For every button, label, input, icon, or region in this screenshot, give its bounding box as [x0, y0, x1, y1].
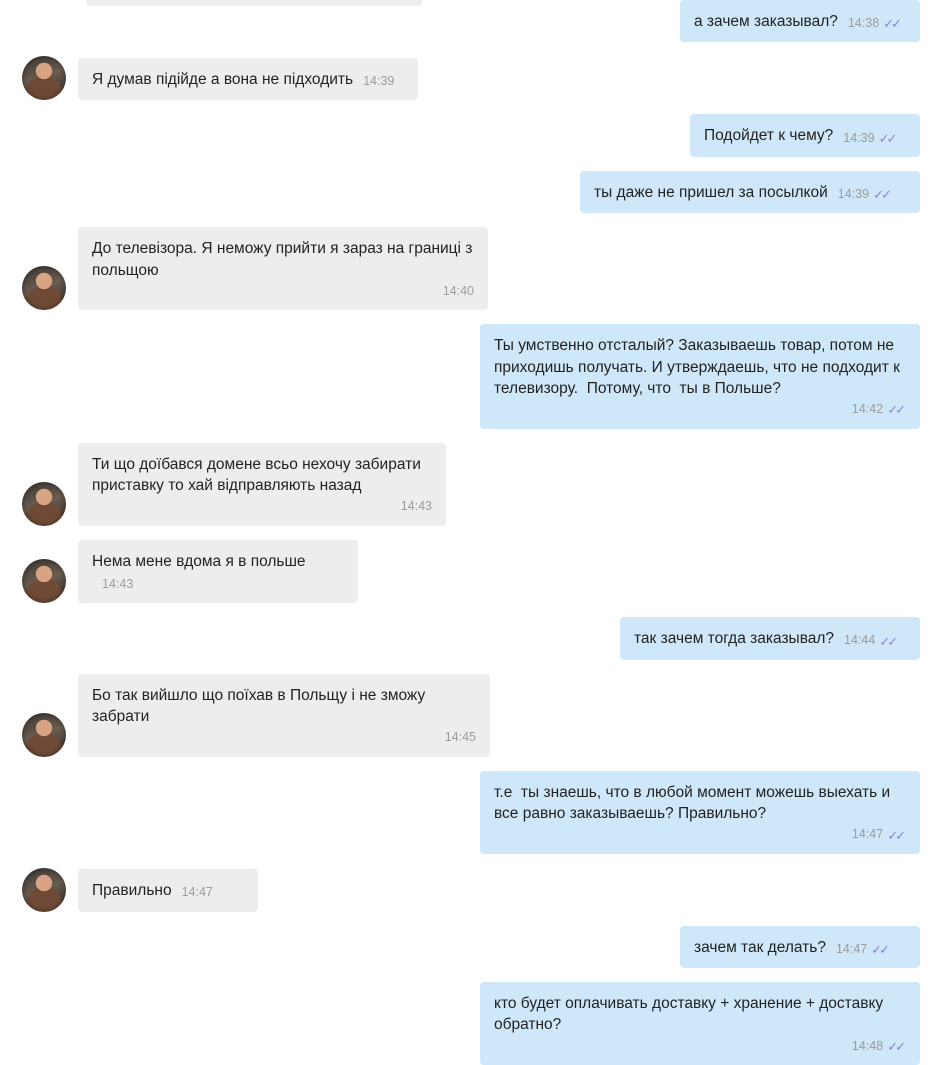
message-row	[22, 868, 920, 912]
message-meta	[843, 130, 897, 147]
message-row	[22, 0, 920, 42]
message-timestamp: 14:44	[844, 633, 876, 648]
outgoing-message-bubble[interactable]	[580, 171, 920, 213]
incoming-message-bubble[interactable]	[78, 869, 258, 911]
message-text: зачем так делать?	[694, 938, 826, 956]
message-meta	[363, 73, 394, 90]
read-receipt-icon: ✓✓	[879, 633, 896, 649]
message-timestamp: 14:48	[851, 1038, 884, 1053]
message-meta	[92, 729, 476, 746]
message-text: кто будет оплачивать доставку + хранение + доставку обратно?	[494, 995, 888, 1034]
read-receipt-icon: ✓✓	[887, 827, 903, 843]
message-text: ты даже не пришел за посылкой	[594, 183, 828, 201]
outgoing-message-bubble[interactable]	[480, 982, 920, 1065]
avatar[interactable]	[22, 868, 66, 912]
message-row	[22, 926, 920, 968]
message-text: Ти що доїбався домене всьо нехочу забирати приставку то хай відправляють назад	[92, 455, 426, 494]
message-meta	[102, 576, 133, 593]
message-row	[22, 56, 920, 100]
message-row	[22, 617, 920, 659]
message-text: а зачем заказывал?	[694, 13, 838, 30]
message-text: Правильно	[92, 882, 172, 900]
message-timestamp: 14:39	[843, 130, 875, 145]
message-row	[22, 443, 920, 526]
outgoing-message-bubble[interactable]	[480, 324, 920, 428]
message-text: Я думав підійде а вона не підходить	[92, 71, 354, 88]
message-meta	[844, 632, 898, 649]
message-row	[22, 114, 920, 156]
message-row	[22, 171, 920, 213]
message-text: т.е ты знаешь, что в любой момент можешь выехать и все равно заказываешь? Правильно?	[494, 783, 895, 822]
outgoing-message-bubble[interactable]	[680, 926, 920, 968]
outgoing-message-bubble[interactable]	[480, 771, 920, 854]
message-timestamp: 14:38	[847, 16, 880, 31]
message-meta	[836, 941, 890, 958]
message-timestamp: 14:40	[442, 283, 474, 298]
message-meta	[92, 283, 474, 300]
message-timestamp: 14:47	[835, 941, 868, 956]
message-text: Подойдет к чему?	[704, 127, 834, 145]
message-timestamp: 14:39	[363, 74, 395, 89]
avatar[interactable]	[22, 482, 66, 526]
message-meta	[494, 401, 906, 418]
message-timestamp: 14:45	[444, 730, 476, 745]
outgoing-message-bubble[interactable]	[690, 114, 920, 156]
read-receipt-icon: ✓✓	[873, 187, 889, 202]
read-receipt-icon: ✓✓	[878, 130, 895, 146]
outgoing-message-bubble[interactable]	[680, 0, 920, 42]
message-text: До телевізора. Я неможу прийти я зараз на границі з польщою	[92, 240, 477, 279]
message-timestamp: 14:43	[102, 577, 134, 591]
message-meta	[494, 1038, 906, 1055]
message-text: так зачем тогда заказывал?	[634, 630, 835, 648]
avatar[interactable]	[22, 559, 66, 603]
message-text: Ты умственно отсталый? Заказываешь товар, потом не приходишь получать. И утверждаешь, что не подходит к телевизору. Потому, что ты в Польше?	[494, 337, 905, 397]
message-timestamp: 14:47	[181, 885, 213, 900]
message-meta	[838, 186, 892, 203]
message-meta	[182, 884, 213, 901]
message-timestamp: 14:47	[851, 827, 884, 842]
message-row	[22, 771, 920, 854]
message-list	[22, 0, 920, 1065]
message-meta	[92, 498, 432, 515]
read-receipt-icon: ✓✓	[887, 1038, 903, 1054]
message-text: Бо так вийшло що поїхав в Польщу і не зможу забрати	[92, 686, 430, 725]
truncated-message-above	[86, 0, 422, 6]
message-timestamp: 14:42	[851, 402, 884, 417]
message-timestamp: 14:43	[400, 499, 432, 514]
incoming-message-bubble[interactable]	[78, 58, 418, 100]
message-meta	[848, 15, 902, 32]
read-receipt-icon: ✓✓	[883, 16, 899, 32]
outgoing-message-bubble[interactable]	[620, 617, 920, 659]
message-timestamp: 14:39	[837, 186, 870, 201]
incoming-message-bubble[interactable]	[78, 674, 490, 757]
incoming-message-bubble[interactable]	[78, 540, 358, 604]
message-row	[22, 227, 920, 310]
incoming-message-bubble[interactable]	[78, 443, 446, 526]
avatar[interactable]	[22, 266, 66, 310]
read-receipt-icon: ✓✓	[871, 941, 888, 957]
message-row	[22, 982, 920, 1065]
message-meta	[494, 826, 906, 843]
message-row	[22, 540, 920, 604]
message-row	[22, 324, 920, 428]
read-receipt-icon: ✓✓	[887, 402, 903, 418]
message-text: Нема мене вдома я в польше	[92, 552, 306, 570]
message-row	[22, 674, 920, 757]
avatar[interactable]	[22, 713, 66, 757]
avatar[interactable]	[22, 56, 66, 100]
incoming-message-bubble[interactable]	[78, 227, 488, 310]
